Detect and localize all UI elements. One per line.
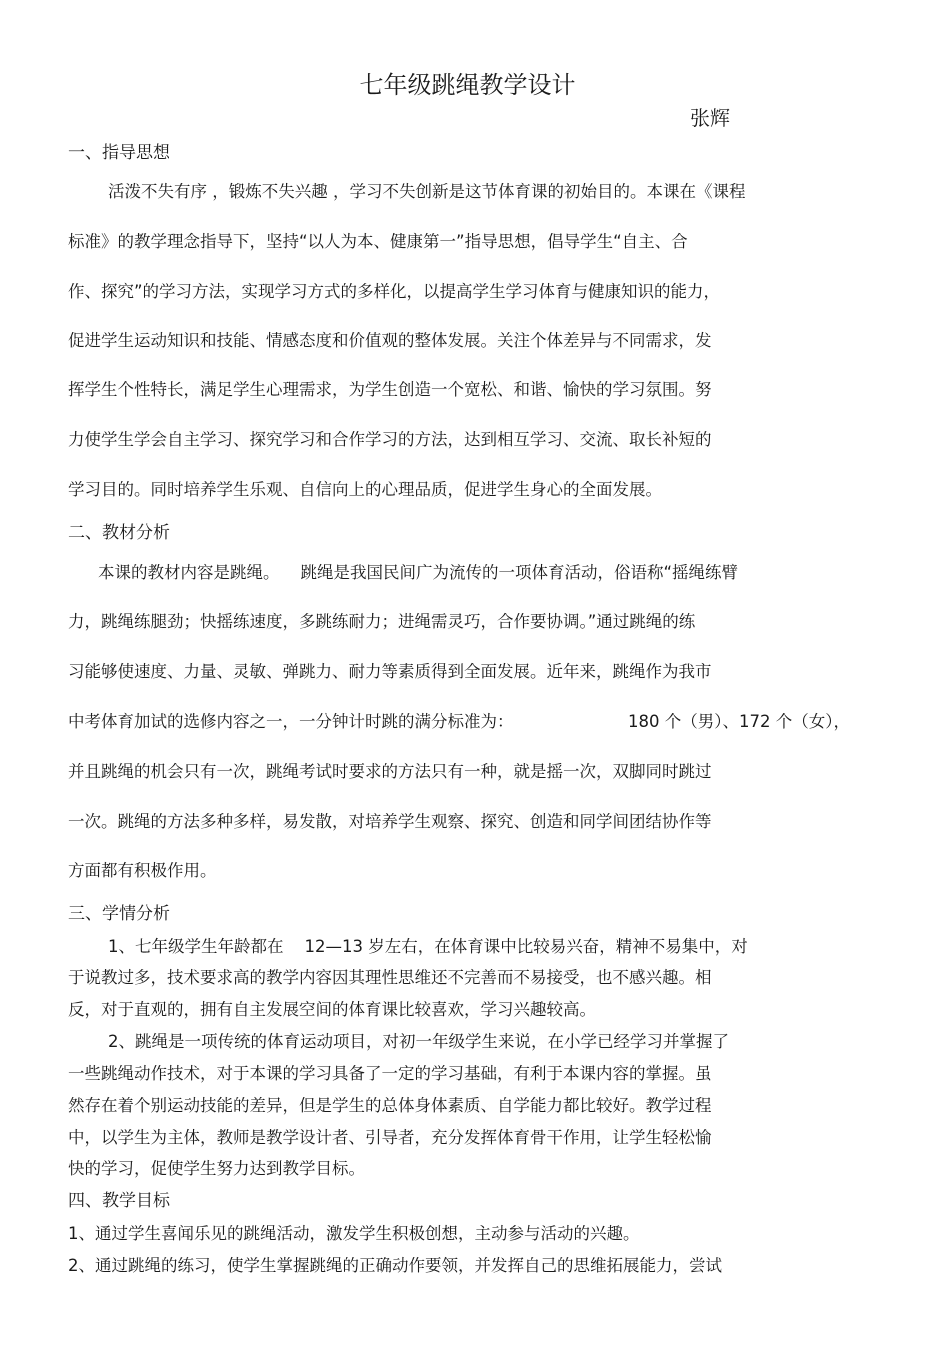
paragraph-line: 2、通过跳绳的练习，使学生掌握跳绳的正确动作要领，并发挥自己的思维拓展能力，尝试: [68, 1256, 722, 1275]
section-heading-guiding-thought: 一、指导思想: [68, 143, 170, 163]
paragraph-line: 一些跳绳动作技术，对于本课的学习具备了一定的学习基础，有利于本课内容的掌握。虽: [68, 1064, 712, 1083]
paragraph-line: 反，对于直观的，拥有自主发展空间的体育课比较喜欢，学习兴趣较高。: [68, 1000, 596, 1019]
paragraph-line: 习能够使速度、力量、灵敏、弹跳力、耐力等素质得到全面发展。近年来，跳绳作为我市: [68, 662, 712, 681]
document-title: 七年级跳绳教学设计: [359, 71, 576, 99]
section-heading-teaching-objectives: 四、教学目标: [68, 1191, 170, 1211]
paragraph-line: 中考体育加试的选修内容之一，一分钟计时跳的满分标准为：: [68, 712, 514, 731]
paragraph-line: 本课的教材内容是跳绳。 跳绳是我国民间广为流传的一项体育活动，俗语称“摇绳练臂: [98, 563, 739, 582]
paragraph-line: 促进学生运动知识和技能、情感态度和价值观的整体发展。关注个体差异与不同需求，发: [68, 331, 712, 350]
paragraph-line: 快的学习，促使学生努力达到教学目标。: [68, 1159, 365, 1178]
paragraph-line: 然存在着个别运动技能的差异，但是学生的总体身体素质、自学能力都比较好。教学过程: [68, 1096, 712, 1115]
paragraph-line: 方面都有积极作用。: [68, 861, 217, 880]
section-heading-material-analysis: 二、教材分析: [68, 523, 170, 543]
paragraph-line: 力使学生学会自主学习、探究学习和合作学习的方法，达到相互学习、交流、取长补短的: [68, 430, 712, 449]
paragraph-line: 力，跳绳练腿劲；快摇练速度，多跳练耐力；进绳需灵巧，合作要协调。”通过跳绳的练: [68, 612, 696, 631]
paragraph-line: 活泼不失有序 ，锻炼不失兴趣 ，学习不失创新是这节体育课的初始目的。本课在《课程: [108, 182, 746, 201]
paragraph-line: 标准》的教学理念指导下，坚持“以人为本、健康第一”指导思想，倡导学生“自主、合: [68, 232, 688, 251]
paragraph-line: 一次。跳绳的方法多种多样，易发散，对培养学生观察、探究、创造和同学间团结协作等: [68, 812, 712, 831]
paragraph-line: 1、七年级学生年龄都在 12—13 岁左右，在体育课中比较易兴奋，精神不易集中，对: [108, 937, 748, 956]
author-name: 张辉: [690, 106, 730, 130]
paragraph-line: 中，以学生为主体，教师是教学设计者、引导者，充分发挥体育骨干作用，让学生轻松愉: [68, 1128, 712, 1147]
paragraph-line: 并且跳绳的机会只有一次，跳绳考试时要求的方法只有一种，就是摇一次，双脚同时跳过: [68, 762, 712, 781]
paragraph-line: 学习目的。同时培养学生乐观、自信向上的心理品质，促进学生身心的全面发展。: [68, 480, 662, 499]
score-standard-text: 180 个（男）、172 个（女），: [628, 712, 850, 731]
paragraph-line: 1、通过学生喜闻乐见的跳绳活动，激发学生积极创想，主动参与活动的兴趣。: [68, 1224, 640, 1243]
section-heading-learner-analysis: 三、学情分析: [68, 904, 170, 924]
paragraph-line: 2、跳绳是一项传统的体育运动项目，对初一年级学生来说，在小学已经学习并掌握了: [108, 1032, 729, 1051]
paragraph-line: 于说教过多，技术要求高的教学内容因其理性思维还不完善而不易接受，也不感兴趣。相: [68, 968, 712, 987]
paragraph-line: 作、探究”的学习方法，实现学习方式的多样化，以提高学生学习体育与健康知识的能力，: [68, 282, 721, 301]
paragraph-line: 挥学生个性特长，满足学生心理需求，为学生创造一个宽松、和谐、愉快的学习氛围。努: [68, 380, 712, 399]
